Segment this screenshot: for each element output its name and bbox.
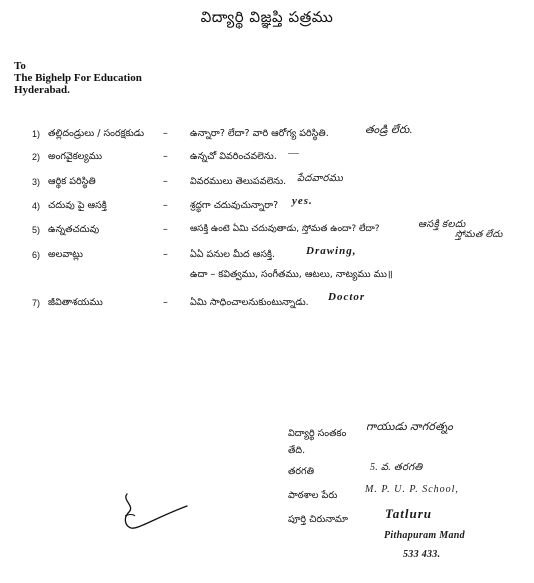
address-label: పూర్తి చిరునామా bbox=[288, 514, 348, 525]
row-answer: పేదవారము bbox=[297, 173, 344, 184]
row-dash: – bbox=[163, 176, 168, 187]
row-question: ఉన్నారా? లేదా? వారి ఆరోగ్య పరిస్థితి. bbox=[190, 128, 329, 139]
row-answer: Drawing, bbox=[306, 245, 357, 257]
student-signature-label: విద్యార్థి సంతకం bbox=[288, 428, 347, 439]
row-number: 2) bbox=[32, 152, 41, 162]
row-label: అంగవైకల్యము bbox=[48, 151, 103, 162]
recipient-address bbox=[14, 60, 142, 96]
row-answer: ఆసక్తి కలదు bbox=[418, 219, 466, 230]
row-question: వివరములు తెలుపవలెను. bbox=[190, 176, 287, 187]
row-number: 7) bbox=[32, 298, 41, 308]
row-number: 4) bbox=[32, 201, 41, 211]
row-dash: – bbox=[163, 224, 168, 235]
signature-scribble bbox=[115, 488, 195, 538]
page-title: విద్యార్థి విజ్ఞప్తి పత్రము bbox=[200, 8, 334, 26]
address-line-2: Pithapuram Mand bbox=[384, 530, 465, 541]
row-question-example: ఉదా – కవిత్వము, సంగీతము, ఆటలు, నాట్యము ము॥ bbox=[190, 269, 393, 280]
row-answer: — bbox=[288, 147, 300, 159]
row-number: 6) bbox=[32, 250, 41, 260]
class-label: తరగతి bbox=[288, 466, 314, 477]
row-question: ఆసక్తి ఉంటె ఏమి చదువుతాడు, స్తోమత ఉందా? లేదా? bbox=[190, 224, 380, 234]
row-answer-2: స్తోమత లేదు bbox=[455, 230, 503, 240]
row-answer: Doctor bbox=[328, 291, 366, 303]
student-signature-value: గాయుడు నాగరత్నం bbox=[366, 421, 454, 433]
row-question: ఉన్నచో వివరించవలెను. bbox=[190, 151, 277, 162]
address-org: The Bighelp For Education bbox=[14, 72, 142, 84]
row-label: ఆర్థిక పరిస్థితి bbox=[48, 176, 96, 187]
row-dash: – bbox=[163, 297, 168, 308]
row-label: జీవితాశయము bbox=[48, 297, 103, 308]
row-number: 5) bbox=[32, 225, 41, 235]
row-number: 3) bbox=[32, 177, 41, 187]
row-question: ఏఏ పనుల మీద ఆసక్తి. bbox=[190, 249, 276, 260]
row-dash: – bbox=[163, 200, 168, 211]
row-dash: – bbox=[163, 151, 168, 162]
row-dash: – bbox=[163, 249, 168, 260]
school-label: పాఠశాల పేరు bbox=[288, 490, 338, 501]
row-answer: తండ్రి లేరు. bbox=[365, 124, 413, 136]
address-city: Hyderabad. bbox=[14, 84, 70, 96]
address-line-1: Tatluru bbox=[385, 506, 432, 521]
row-question: శ్రద్ధగా చదువుచున్నారా? bbox=[190, 200, 279, 211]
row-label: ఉన్నతచదువు bbox=[48, 224, 100, 235]
row-dash: – bbox=[163, 128, 168, 139]
class-value: 5. వ. తరగతి bbox=[370, 462, 423, 473]
row-label: అలవాట్లు bbox=[48, 249, 83, 260]
date-label: తేది. bbox=[288, 445, 306, 456]
row-label: చదువు పై ఆసక్తి bbox=[48, 200, 107, 211]
address-line-3: 533 433. bbox=[403, 549, 441, 560]
school-value: M. P. U. P. School, bbox=[365, 484, 459, 495]
row-number: 1) bbox=[32, 129, 41, 139]
row-label: తల్లిదండ్రులు / సంరక్షకుడు bbox=[48, 128, 145, 139]
row-answer: yes. bbox=[292, 195, 313, 207]
address-to: To bbox=[14, 60, 26, 72]
row-question: ఏమి సాధించాలనుకుంటున్నాడు. bbox=[190, 297, 309, 308]
